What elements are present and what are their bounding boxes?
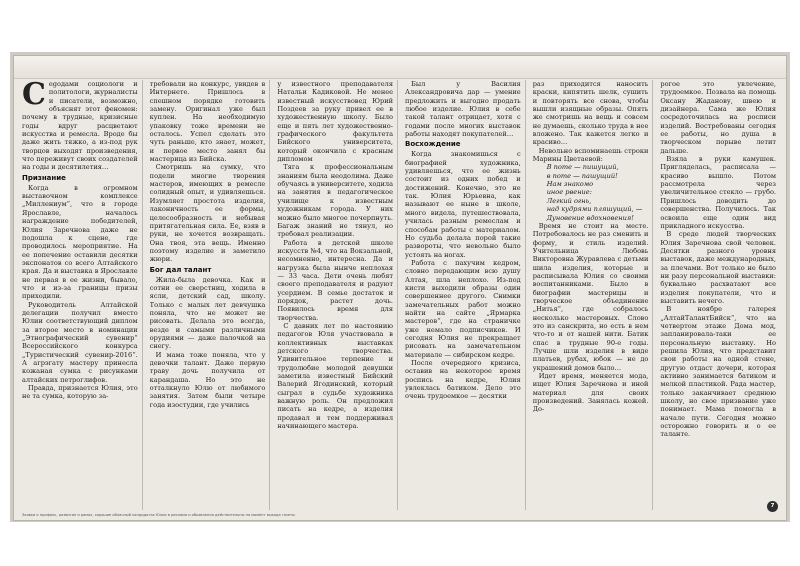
paragraph: Жила-была девочка. Как и сотни ее сверстниц, ходила в ясли, детский сад, школу. Только с малых лет девчушка поняла, что не может не рисовать. Делала это всегда, везде и самыми различными орудиями — даже палочкой на снегу. (149, 275, 266, 351)
lead-text: egодами социологи и политологи, журналисты и писатели, возможно, объяснят этот феномен: почему в трудные, кризисные годы вдруг расцветают искусства и ремесла. Вроде бы даже жить тяжко, а из-под рук творцов выходят произведения, что переживут своих создателей на годы и десятилетия… (22, 80, 138, 172)
paragraph: Взяла в руки камушек. Пригляделась, расписала — красиво вышло. Потом рассмотрела через увеличительное стекло — грубо. Пришлось доводить до совершенства. Получилось. Так освоила еще один вид прикладного искусства. (660, 155, 777, 230)
poem-line: иное рвение: (546, 188, 592, 197)
article-column (22, 80, 143, 510)
article-column (533, 80, 654, 510)
poem-line: Нам знакомо (546, 180, 594, 189)
lead-paragraph (22, 80, 138, 172)
paragraph: Работа с пахучим кедром, словно передающим всю душу Алтая, шла неплохо. Из-под кисти выходили образы один совершеннее другого. Снимки замечательных работ можно найти на сайте „Ярмарка мастеров“, где на страничке уже немало подписчиков. И сегодня Юлия не прекращает рисовать на замечательном материале — сибирском кедре. (405, 258, 521, 359)
poem-line: над кудрями пляшущий, — (546, 205, 643, 214)
paragraph: Тяга к профессиональным знаниям была неодолима. Даже обучаясь в университете, ходила на занятия в педагогическое училище к известным художникам города. У них можно было многое почерпнуть. Багаж знаний не тянул, но требовал реализации. (277, 163, 394, 239)
article-column (150, 80, 271, 510)
section-heading: Признание (22, 173, 66, 182)
footnote: Заявки о профиль, развитие и рамах, хорошие облачный кандидатах Юлия в реклама и обьявления действительны на момент выхода газеты (22, 513, 295, 517)
poem-line: Дуновение вдохновения! (546, 213, 634, 222)
article-columns (22, 80, 780, 510)
poem-line: в поте — пашущий! (546, 171, 618, 180)
article-column (405, 80, 526, 510)
paragraph: В среде людей творческих Юлия Заречнова свой человек. Десятки разного уровня выставок, даже международных, за плечами. Вот только не было ни разу персональной выставки: буквально расхватают все изделия покупатели, что и выставить нечего. (660, 230, 777, 305)
paragraph: Смотришь на сумку, что подели многие творения мастеров, имеющих в ремесле солидный опыт, и удивляешься. Изумляет простота изделия, лаконичность ее формы, целесообразность и небывая притягательная сила. Ее, взяв в руки, не хочется возвращать. Она твоя, эта вещь. Именно поэтому изделие и заметило жюри. (149, 163, 266, 264)
drop-cap: С (22, 80, 46, 112)
paragraph: рогое это увлечение, трудоемкое. Позвала на помощь Оксану Жаданову, швею и дизайнера. Сама же Юлия сосредоточилась на росписи изделий. Востребованы сегодня ее работы, но душа в творческом порыве летит дальше. (660, 80, 777, 155)
paragraph: Время не стоит на месте. Потребовалось не раз сменить и форму, и стиль изделий. Учительница Любовь Викторовна Журавлева с детьми шила изделия, которые и расписывала Юлия со своими воспитанниками. Было в биографии мастерицы и творческое объединение „Нитья“, где собралось несколько мастеровых. Слово это из санскрита, но есть в нем что-то и от нашей нити. Батик спас в трудные 90-е годы. Лучше шли изделия в виде платьев, рубах, юбок — не до украшений домов было… (532, 221, 649, 372)
article-column (277, 80, 398, 510)
section-heading: Бог дал талант (149, 265, 212, 274)
paragraph: раз приходится наносить краски, кипятить шелк, сушить и повторять все снова, чтобы вышли изящные образы. Опять же смотришь на вещь и совсем не думаешь, сколько труда в нее вложено. Так кажется легко и красиво… (532, 80, 649, 147)
poem-line: В поте — пишущий, (546, 163, 619, 172)
paragraph: С давних лет по настоянию педагогов Юля участвовала в коллективных выставках детского творчества. Удивительное терпение и трудолюбие молодой девушки заметила известный Бийский Валерий Ягодинский, который сыграл в судьбе художника важную роль. Он предложил писать на кедре, а изделия продавал и тем поддерживал начинающего мастера. (277, 321, 394, 431)
paragraph: И мама тоже поняла, что у девочки талант. Даже первую траву дочь получила от карандаша. Но это не отталкнуло Юлю от любимого занятия. Затем были четыре года изостудии, где учились (149, 350, 266, 409)
paragraph: Работа в детской школе искусств №4, что на Вокзальной, несомненно, интересна. Да и нагрузка была нынче неплохая — 33 часа. Дети очень любят своего преподавателя и радуют усердием. В семье достаток и порядок, растет дочь. Появилось время для творчества. (277, 238, 394, 322)
paragraph: требовали на конкурс, увидев в Интернете. Пришлось в спешном порядке готовить замену. Оригинал уже был куплен. На необходимую упаковку тоже времени не осталось. Успел сделать это чуть раньше, кто знает, может, и первое место занял бы мастерица из Бийска. (149, 80, 266, 164)
poem-line: Легкий огнь, (546, 196, 592, 205)
section-heading: Восхождение (405, 140, 461, 149)
paragraph: В ноябре галерея „АлтайТалантБийск“, что на четвертом этаже Дома мод, запланировала-таки ее персональную выставку. Но решила Юлия, что представит свои работы на одной стене, другую отдаст дочери, которая активно занимается батиком и мелкой пластикой. Рада мастер, только заканчивает среднюю школу, но свое призвание уже понимает. Мама помогла в начале пути. Сегодня можно осторожно говорить и о ее таланте. (660, 305, 777, 439)
page-number-badge: 7 (767, 501, 778, 512)
paragraph: у известного преподавателя Натальи Кадиковой. Не менее известный искусствовед Юрий Поздеев за руку привел ее в художественную школу. Было еще и пять лет художественно-графического факультета Бийского университета, который окончила с красным дипломом (277, 80, 394, 164)
paragraph: Правда, признается Юлия, это не та сумка, которую за- (22, 384, 138, 401)
poem-quote (533, 163, 649, 221)
paragraph: Был у Василия Александровича дар — умение предложить и выгодно продать любое изделие. Юлия в себе такой талант отрицает, хотя с годами после многих выставок работы находят покупателей… (405, 80, 521, 139)
paragraph: Невольно вспоминаешь строки Марины Цветаевой: (532, 146, 649, 164)
paragraph: Когда в огромном выставочном комплексе „Миллениум“, что в городе Ярославле, началось награждение победителей, Юлия Заречнова даже не подошла к сцене, где проводилось мероприятие. На ее попечение оставили десятки экспонатов со всего Алтайского края. Да и выставка в Ярославле не первая в ее жизни, бывало, что и из-за границы призы приходили. (22, 183, 138, 301)
paragraph: Идет время, меняется мода, ищет Юлия Заречнова и иной материал для своих произведений. Занялась кожей. До- (532, 372, 649, 414)
top-strip (14, 56, 786, 79)
paragraph: Когда знакомишься с биографией художника, удивляешься, что ее жизнь состоит из одних побед и достижений. Конечно, это не так. Юлия Юрьевна, как называют ее ныне в школе, много видела, путешествовала, училась разным ремеслам и способам работы с материалом. Но судьба делала порой такие развороты, что невольно было устоять на ногах. (405, 150, 521, 259)
paragraph: После очередного кризиса, оставив на некоторое время роспись на кедре, Юлия увлеклась батиком. Дело это очень трудоемкое — десятки (405, 359, 521, 401)
newspaper-page (14, 56, 786, 520)
article-column (660, 80, 780, 510)
paragraph: Руководитель Алтайской делегации получил вместо Юлии соответствующий диплом за второе место в номинации „Этнографический сувенир“ Всероссийского конкурса „Туристический сувенир-2016“. А агрэгату мастеру принесла кожаная сумка с рисунками алтайских петроглифов. (22, 300, 138, 384)
